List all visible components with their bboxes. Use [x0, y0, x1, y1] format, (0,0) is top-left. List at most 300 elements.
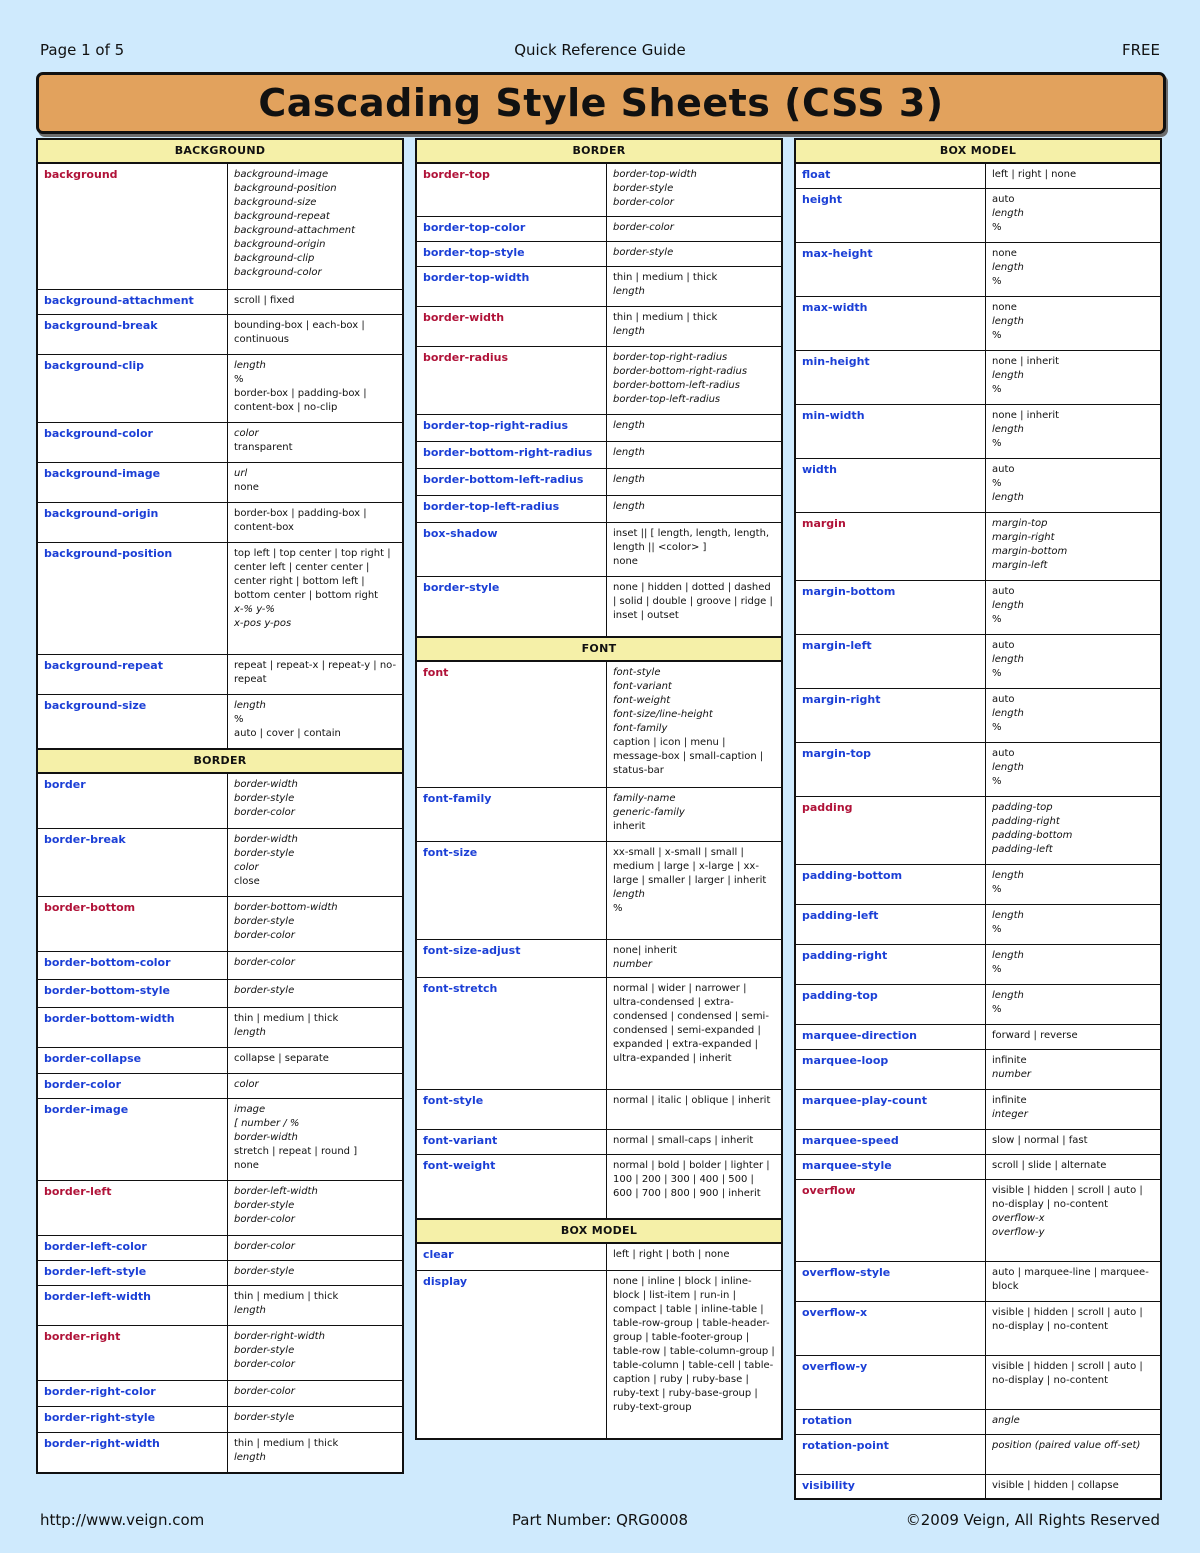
property-value: border-color — [613, 222, 674, 233]
property-value: margin-bottom — [992, 546, 1068, 557]
property-value: border-width — [234, 834, 298, 845]
property-value: thin | medium | thick — [613, 312, 718, 323]
property-values — [986, 797, 1160, 864]
column-1 — [36, 138, 404, 1474]
property-value: border-color — [234, 1214, 295, 1225]
property-row — [417, 1129, 781, 1154]
property-value: length — [613, 889, 645, 900]
property-values — [228, 1286, 402, 1325]
property-row — [38, 979, 402, 1007]
property-values — [228, 1008, 402, 1047]
property-name: border-top-style — [417, 242, 607, 266]
property-values — [607, 442, 781, 468]
property-value: infinite — [992, 1095, 1027, 1106]
property-name: border-right — [38, 1326, 228, 1380]
property-value: background-attachment — [234, 225, 356, 236]
property-row — [38, 828, 402, 896]
property-row — [417, 346, 781, 414]
property-row — [796, 944, 1160, 984]
property-row — [796, 242, 1160, 296]
property-values — [607, 788, 781, 841]
section-header: BORDER — [38, 750, 402, 774]
property-name: font-stretch — [417, 978, 607, 1089]
property-row — [38, 1406, 402, 1432]
property-name: box-shadow — [417, 523, 607, 576]
property-row — [417, 216, 781, 241]
property-values — [986, 743, 1160, 796]
property-value: background-color — [234, 267, 322, 278]
section-font — [415, 638, 783, 1220]
property-values — [986, 1356, 1160, 1409]
property-value: caption | icon | menu | message-box | small-caption | status-bar — [613, 737, 764, 776]
property-name: height — [796, 189, 986, 242]
property-value: thin | medium | thick — [234, 1291, 339, 1302]
property-value: % — [992, 776, 1002, 787]
property-values — [228, 1433, 402, 1472]
property-name: padding-left — [796, 905, 986, 944]
property-name: border-right-width — [38, 1433, 228, 1472]
property-name: margin-bottom — [796, 581, 986, 634]
page-number: Page 1 of 5 — [40, 41, 125, 59]
property-values — [986, 945, 1160, 984]
property-row — [38, 314, 402, 354]
property-values — [607, 307, 781, 346]
property-row — [38, 1047, 402, 1073]
property-values — [986, 635, 1160, 688]
property-value: length — [992, 316, 1024, 327]
property-value: length — [992, 870, 1024, 881]
property-name: width — [796, 459, 986, 512]
property-row — [417, 1154, 781, 1218]
property-name: margin-right — [796, 689, 986, 742]
property-values — [986, 1475, 1160, 1498]
property-value: none — [992, 248, 1017, 259]
property-value: forward | reverse — [992, 1030, 1078, 1041]
property-value: border-style — [234, 848, 295, 859]
property-value: % — [992, 964, 1002, 975]
property-name: max-width — [796, 297, 986, 350]
property-value: length — [992, 424, 1024, 435]
property-name: border-left-color — [38, 1236, 228, 1260]
property-value: auto — [992, 464, 1015, 475]
property-name: border-style — [417, 577, 607, 636]
property-row — [417, 977, 781, 1089]
property-name: border-radius — [417, 347, 607, 414]
property-row — [796, 796, 1160, 864]
property-value: auto — [992, 748, 1015, 759]
property-value: normal | wider | narrower | ultra-condensed | extra-condensed | condensed | semi-condensed | semi-expanded | expanded | extra-expanded | ultra-expanded | inherit — [613, 983, 769, 1064]
part-number: Part Number: QRG0008 — [511, 1511, 689, 1529]
property-row — [796, 1301, 1160, 1355]
property-values — [986, 351, 1160, 404]
property-name: background-attachment — [38, 290, 228, 314]
property-values — [607, 164, 781, 216]
property-value: margin-left — [992, 560, 1048, 571]
property-value: background-repeat — [234, 211, 330, 222]
property-value: auto | marquee-line | marquee-block — [992, 1267, 1149, 1292]
property-value: font-size/line-height — [613, 709, 713, 720]
property-value: border-box | padding-box | content-box — [234, 508, 367, 533]
property-row — [38, 502, 402, 542]
property-value: border-top-right-radius — [613, 352, 728, 363]
property-values — [228, 1381, 402, 1406]
section-header: BOX MODEL — [417, 1220, 781, 1244]
column-2 — [415, 138, 783, 1440]
property-name: border-left-style — [38, 1261, 228, 1285]
property-row — [417, 522, 781, 576]
property-value: border-style — [234, 793, 295, 804]
property-values — [986, 1262, 1160, 1301]
property-name: max-height — [796, 243, 986, 296]
property-row — [38, 1235, 402, 1260]
property-row — [796, 1261, 1160, 1301]
property-value: inherit — [613, 821, 646, 832]
property-row — [417, 1270, 781, 1438]
property-value: url — [234, 468, 248, 479]
property-row — [796, 1409, 1160, 1434]
property-value: border-style — [234, 985, 295, 996]
free-label: FREE — [1121, 41, 1160, 59]
property-value: border-width — [234, 779, 298, 790]
property-name: background-image — [38, 463, 228, 502]
property-name: padding — [796, 797, 986, 864]
property-value: border-bottom-left-radius — [613, 380, 740, 391]
property-values — [607, 496, 781, 522]
property-values — [986, 1025, 1160, 1049]
property-value: padding-bottom — [992, 830, 1073, 841]
property-name: border-left-width — [38, 1286, 228, 1325]
guide-label: Quick Reference Guide — [514, 41, 686, 59]
property-values — [986, 1130, 1160, 1154]
property-value: margin-right — [992, 532, 1055, 543]
property-value: x-% y-% — [234, 604, 275, 615]
property-value: background-image — [234, 169, 329, 180]
property-value: border-style — [613, 183, 674, 194]
property-row — [38, 462, 402, 502]
property-value: border-bottom-width — [234, 902, 338, 913]
property-name: rotation — [796, 1410, 986, 1434]
property-values — [986, 1410, 1160, 1434]
property-value: % — [992, 722, 1002, 733]
property-value: length — [992, 762, 1024, 773]
property-value: border-color — [234, 1359, 295, 1370]
property-value: % — [992, 924, 1002, 935]
property-value: length — [992, 708, 1024, 719]
property-row — [796, 742, 1160, 796]
property-name: marquee-loop — [796, 1050, 986, 1089]
page-title: Cascading Style Sheets (CSS 3) — [258, 81, 944, 125]
property-name: border-top-left-radius — [417, 496, 607, 522]
property-value: border-box | padding-box | content-box | no-clip — [234, 388, 367, 413]
property-name: padding-bottom — [796, 865, 986, 904]
property-value: border-style — [234, 916, 295, 927]
property-values — [607, 978, 781, 1089]
section-header: BORDER — [417, 140, 781, 164]
property-row — [796, 688, 1160, 742]
property-values — [228, 980, 402, 1007]
property-value: border-left-width — [234, 1186, 318, 1197]
property-value: length — [613, 474, 645, 485]
property-row — [417, 441, 781, 468]
property-name: border-bottom-left-radius — [417, 469, 607, 495]
property-values — [228, 423, 402, 462]
property-name: clear — [417, 1244, 607, 1270]
property-value: border-top-left-radius — [613, 394, 721, 405]
page-header — [40, 41, 1160, 61]
property-name: border-top-width — [417, 267, 607, 306]
property-values — [986, 1435, 1160, 1474]
property-value: length — [613, 286, 645, 297]
property-name: border-right-color — [38, 1381, 228, 1406]
property-value: normal | italic | oblique | inherit — [613, 1095, 771, 1106]
property-values — [986, 905, 1160, 944]
section-box-model — [794, 138, 1162, 1500]
property-row — [38, 694, 402, 748]
property-values — [228, 1236, 402, 1260]
property-name: font-family — [417, 788, 607, 841]
property-value: border-color — [234, 1386, 295, 1397]
property-value: integer — [992, 1109, 1028, 1120]
property-value: border-bottom-right-radius — [613, 366, 748, 377]
property-values — [986, 865, 1160, 904]
property-name: background-repeat — [38, 655, 228, 694]
property-value: overflow-y — [992, 1227, 1045, 1238]
property-value: length — [234, 360, 266, 371]
property-row — [38, 289, 402, 314]
property-row — [38, 1180, 402, 1235]
column-3 — [794, 138, 1162, 1500]
property-row — [38, 896, 402, 951]
property-name: border-top-right-radius — [417, 415, 607, 441]
property-row — [417, 468, 781, 495]
property-value: none | inherit — [992, 410, 1060, 421]
property-values — [228, 1261, 402, 1285]
property-values — [228, 1099, 402, 1180]
property-value: length — [234, 1027, 266, 1038]
property-name: display — [417, 1271, 607, 1438]
section-header: FONT — [417, 638, 781, 662]
property-name: min-height — [796, 351, 986, 404]
property-name: float — [796, 164, 986, 188]
property-value: x-pos y-pos — [234, 618, 292, 629]
section-header: BOX MODEL — [796, 140, 1160, 164]
property-row — [417, 841, 781, 939]
property-values — [607, 415, 781, 441]
property-value: border-color — [234, 1241, 295, 1252]
property-name: background-size — [38, 695, 228, 748]
property-values — [986, 1155, 1160, 1179]
property-name: border-break — [38, 829, 228, 896]
property-values — [228, 164, 402, 289]
property-value: border-style — [234, 1412, 295, 1423]
property-value: border-style — [234, 1266, 295, 1277]
property-name: background — [38, 164, 228, 289]
property-name: rotation-point — [796, 1435, 986, 1474]
property-row — [38, 1380, 402, 1406]
property-name: border-image — [38, 1099, 228, 1180]
property-name: margin-top — [796, 743, 986, 796]
page-footer — [40, 1511, 1160, 1531]
property-value: border-color — [234, 957, 295, 968]
property-value: thin | medium | thick — [234, 1438, 339, 1449]
property-row — [38, 1260, 402, 1285]
property-name: marquee-direction — [796, 1025, 986, 1049]
property-name: border-bottom-style — [38, 980, 228, 1007]
property-value: stretch | repeat | round ] — [234, 1146, 358, 1157]
property-value: % — [992, 1004, 1002, 1015]
property-value: visible | hidden | collapse — [992, 1480, 1119, 1491]
property-value: background-position — [234, 183, 337, 194]
property-row — [796, 296, 1160, 350]
property-value: visible | hidden | scroll | auto | no-display | no-content — [992, 1185, 1143, 1210]
property-value: padding-right — [992, 816, 1060, 827]
property-values — [607, 1271, 781, 1438]
property-value: % — [234, 714, 244, 725]
property-value: auto — [992, 194, 1015, 205]
property-value: length — [234, 700, 266, 711]
property-name: background-origin — [38, 503, 228, 542]
property-value: repeat | repeat-x | repeat-y | no-repeat — [234, 660, 397, 685]
property-values — [986, 1090, 1160, 1129]
property-values — [228, 355, 402, 422]
property-values — [228, 315, 402, 354]
property-value: left | right | none — [992, 169, 1077, 180]
property-value: length — [234, 1452, 266, 1463]
property-values — [607, 217, 781, 241]
property-name: padding-top — [796, 985, 986, 1024]
property-row — [417, 939, 781, 977]
property-row — [796, 1154, 1160, 1179]
property-value: close — [234, 876, 260, 887]
property-value: border-color — [613, 197, 674, 208]
property-value: % — [992, 330, 1002, 341]
property-value: background-origin — [234, 239, 326, 250]
property-value: margin-top — [992, 518, 1048, 529]
property-value: generic-family — [613, 807, 685, 818]
property-value: [ number / % — [234, 1118, 300, 1129]
property-value: % — [992, 438, 1002, 449]
property-values — [607, 940, 781, 977]
property-values — [986, 581, 1160, 634]
property-values — [228, 897, 402, 951]
property-values — [986, 297, 1160, 350]
property-value: font-weight — [613, 695, 671, 706]
property-value: number — [613, 959, 653, 970]
property-value: border-right-width — [234, 1331, 325, 1342]
property-value: border-color — [234, 930, 295, 941]
property-values — [986, 985, 1160, 1024]
property-value: length — [234, 1305, 266, 1316]
property-value: border-style — [234, 1200, 295, 1211]
property-value: border-top-width — [613, 169, 697, 180]
property-name: margin — [796, 513, 986, 580]
property-name: margin-left — [796, 635, 986, 688]
property-values — [228, 829, 402, 896]
property-values — [228, 655, 402, 694]
property-value: collapse | separate — [234, 1053, 329, 1064]
property-value: none | hidden | dotted | dashed | solid | double | groove | ridge | inset | outset — [613, 582, 773, 621]
property-value: position (paired value off-set) — [992, 1440, 1141, 1451]
property-values — [607, 1155, 781, 1218]
property-row — [796, 350, 1160, 404]
property-row — [796, 1089, 1160, 1129]
property-value: auto — [992, 586, 1015, 597]
property-name: marquee-speed — [796, 1130, 986, 1154]
property-values — [228, 1407, 402, 1432]
property-value: % — [234, 374, 244, 385]
property-name: background-break — [38, 315, 228, 354]
property-value: none| inherit — [613, 945, 677, 956]
property-row — [38, 1432, 402, 1472]
property-name: border-top-color — [417, 217, 607, 241]
property-value: length — [613, 420, 645, 431]
property-name: overflow-y — [796, 1356, 986, 1409]
property-value: % — [992, 276, 1002, 287]
property-values — [228, 1074, 402, 1098]
property-name: font-size-adjust — [417, 940, 607, 977]
property-row — [417, 164, 781, 216]
property-row — [38, 164, 402, 289]
property-value: length — [992, 990, 1024, 1001]
property-row — [796, 188, 1160, 242]
property-value: length — [992, 262, 1024, 273]
property-name: border-left — [38, 1181, 228, 1235]
section-header: BACKGROUND — [38, 140, 402, 164]
property-value: color — [234, 1079, 259, 1090]
property-values — [228, 695, 402, 748]
property-name: border-bottom-right-radius — [417, 442, 607, 468]
property-row — [796, 404, 1160, 458]
property-row — [417, 266, 781, 306]
property-name: min-width — [796, 405, 986, 458]
property-values — [228, 503, 402, 542]
property-name: background-color — [38, 423, 228, 462]
section-border — [36, 750, 404, 1474]
property-values — [607, 469, 781, 495]
property-row — [38, 354, 402, 422]
property-values — [607, 523, 781, 576]
section-border — [415, 138, 783, 638]
property-value: length — [992, 600, 1024, 611]
property-value: border-style — [234, 1345, 295, 1356]
property-value: length — [992, 910, 1024, 921]
property-value: none — [992, 302, 1017, 313]
property-row — [796, 580, 1160, 634]
property-value: length — [992, 654, 1024, 665]
property-name: overflow — [796, 1180, 986, 1261]
property-value: auto | cover | contain — [234, 728, 341, 739]
property-value: length — [992, 492, 1024, 503]
property-name: background-position — [38, 543, 228, 654]
property-name: border-collapse — [38, 1048, 228, 1073]
property-value: left | right | both | none — [613, 1249, 730, 1260]
property-values — [986, 243, 1160, 296]
property-values — [228, 1048, 402, 1073]
property-row — [796, 1434, 1160, 1474]
property-name: border-bottom — [38, 897, 228, 951]
property-row — [796, 1355, 1160, 1409]
property-name: font-variant — [417, 1130, 607, 1154]
property-value: infinite — [992, 1055, 1027, 1066]
property-value: border-style — [613, 247, 674, 258]
property-row — [38, 1325, 402, 1380]
property-values — [228, 774, 402, 828]
property-value: font-family — [613, 723, 668, 734]
property-value: length — [992, 950, 1024, 961]
property-value: % — [992, 384, 1002, 395]
property-value: visible | hidden | scroll | auto | no-display | no-content — [992, 1307, 1143, 1332]
property-value: length — [992, 370, 1024, 381]
